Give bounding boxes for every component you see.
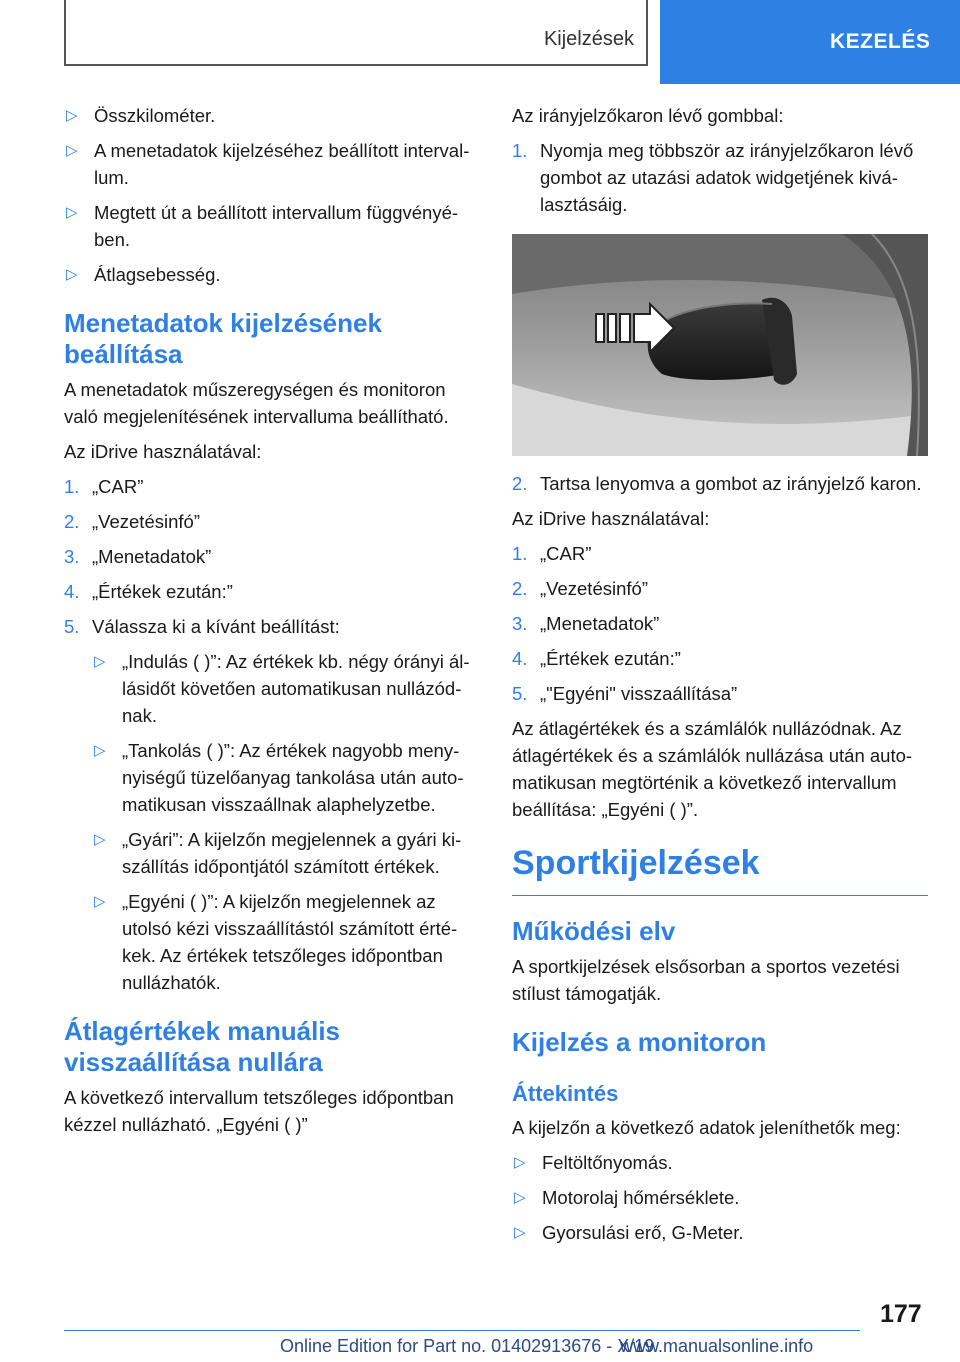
triangle-bullet-icon: ▷ — [94, 893, 106, 910]
step-item: 5. „"Egyéni" visszaállítása” — [512, 683, 738, 704]
step-item: 5. Válassza ki a kívánt beállítást: — [64, 616, 340, 637]
section-heading-average-reset: Átlagértékek manuális visszaállítása nullára — [64, 1016, 341, 1077]
chapter-heading-sport-displays: Sportkijelzések — [512, 843, 928, 896]
section-heading-principle: Működési elv — [512, 916, 676, 946]
step-item: 4. „Értékek ezután:” — [64, 581, 233, 602]
step-item: 3. „Menetadatok” — [512, 613, 660, 634]
triangle-bullet-icon: ▷ — [514, 1224, 526, 1241]
list-item: ▷ „Egyéni ( )”: A kijelzőn megjelennek az utolsó kézi visszaállítástól számított értékek. Az értékek tetszőleges időpontban nullázhatók. — [92, 888, 482, 996]
page-number: 177 — [880, 1300, 922, 1328]
right-column — [512, 102, 928, 1254]
step-item: 1. Nyomja meg többször az irányjelzőkaron lévő gombot az utazási adatok widgetjének kiválasztásáig. — [512, 140, 914, 215]
triangle-bullet-icon: ▷ — [94, 831, 106, 848]
subsection-heading-overview: Áttekintés — [512, 1081, 619, 1106]
step-item: 3. „Menetadatok” — [64, 546, 212, 567]
triangle-bullet-icon: ▷ — [514, 1154, 526, 1171]
paragraph: A menetadatok műszeregységen és monitoron való megjelenítésének intervalluma beállítható. — [64, 379, 449, 427]
paragraph: A sportkijelzések elsősorban a sportos vezetési stílust támogatják. — [512, 956, 900, 1004]
paragraph: Az iDrive használatával: — [64, 441, 262, 462]
paragraph: A következő intervallum tetszőleges időpontban kézzel nullázható. „Egyéni ( )” — [64, 1087, 454, 1135]
triangle-bullet-icon: ▷ — [514, 1189, 526, 1206]
step-item: 1. „CAR” — [64, 476, 144, 497]
sub-list — [92, 648, 482, 996]
list-item: ▷ „Gyári”: A kijelzőn megjelennek a gyári kiszállítás időpontjától számított értékek. — [92, 826, 482, 880]
triangle-bullet-icon: ▷ — [94, 742, 106, 759]
triangle-bullet-icon: ▷ — [66, 107, 78, 124]
triangle-bullet-icon: ▷ — [94, 653, 106, 670]
list-item: ▷ „Indulás ( )”: Az értékek kb. négy órányi állásidőt követően automatikusan nullázódnak. — [92, 648, 482, 729]
header-chapter-tab — [660, 0, 960, 84]
paragraph: Az iDrive használatával: — [512, 508, 710, 529]
paragraph: A kijelzőn a következő adatok jeleníthetők meg: — [512, 1117, 901, 1138]
left-column — [64, 102, 482, 1146]
triangle-bullet-icon: ▷ — [66, 266, 78, 283]
header-section-title: Kijelzések — [543, 28, 634, 50]
footer-watermark: www.manualsonline.info — [620, 1336, 814, 1356]
list-item: ▷ „Tankolás ( )”: Az értékek nagyobb menynyiségű tüzelőanyag tankolása után automatikusan visszaállnak alaphelyzetbe. — [92, 737, 482, 818]
footer-edition: Online Edition for Part no. 01402913676 - X/19 — [280, 1336, 655, 1356]
paragraph: Az átlagértékek és a számlálók nullázódnak. Az átlagértékek és a számlálók nullázása után automatikusan megtörténik a következő intervallum beállítása: „Egyéni ( )”. — [512, 718, 913, 820]
list-item: ▷ Összkilométer. — [64, 102, 482, 129]
step-item: 2. „Vezetésinfó” — [512, 578, 648, 599]
triangle-bullet-icon: ▷ — [66, 204, 78, 221]
section-heading-monitor-display: Kijelzés a monitoron — [512, 1027, 767, 1057]
section-heading-trip-data-settings: Menetadatok kijelzésének beállítása — [64, 308, 382, 369]
header-chapter-title: KEZELÉS — [830, 30, 931, 53]
triangle-bullet-icon: ▷ — [66, 142, 78, 159]
list-item: ▷ Megtett út a beállított intervallum függvényében. — [64, 199, 482, 253]
step-item: 1. „CAR” — [512, 543, 592, 564]
footer-divider — [64, 1330, 860, 1331]
paragraph: Az irányjelzőkaron lévő gombbal: — [512, 105, 784, 126]
list-item: ▷ A menetadatok kijelzéséhez beállított intervallum. — [64, 137, 482, 191]
step-item: 2. „Vezetésinfó” — [64, 511, 200, 532]
header-section-box — [64, 0, 648, 66]
step-item: 4. „Értékek ezután:” — [512, 648, 681, 669]
footer-edition-line — [280, 1336, 654, 1357]
step-item: 2. Tartsa lenyomva a gombot az irányjelző karon. — [512, 473, 922, 494]
list-item: ▷ Feltöltőnyomás. — [512, 1149, 928, 1176]
turn-signal-lever-photo — [512, 234, 928, 456]
list-item: ▷ Átlagsebesség. — [64, 261, 482, 288]
list-item: ▷ Gyorsulási erő, G-Meter. — [512, 1219, 928, 1246]
list-item: ▷ Motorolaj hőmérséklete. — [512, 1184, 928, 1211]
